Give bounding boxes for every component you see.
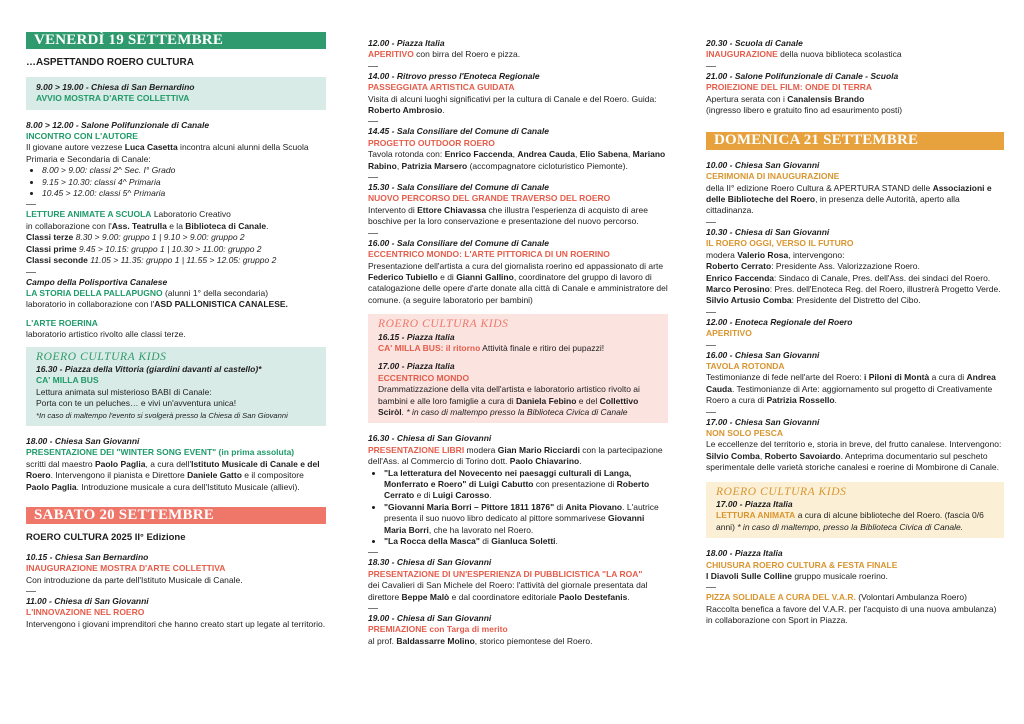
event-time: 18.00 - Piazza Italia xyxy=(706,548,783,559)
event-title-line: APERITIVO con birra del Roero e pizza. xyxy=(368,49,521,60)
event-title: TAVOLA ROTONDA xyxy=(706,360,785,371)
event-title: INCONTRO CON L'AUTORE xyxy=(26,131,138,142)
event-desc: scritti dal maestro Paolo Paglia, a cura dell'Istituto Musicale di Canale e del Roero. Intervengono il pianista e Direttore Daniele Gatto e il compositore Paolo Paglia. Introduzione musicale a cura dell'Istituto Musicale (allievi). xyxy=(26,458,320,492)
event-title: PROGETTO OUTDOOR ROERO xyxy=(368,137,495,148)
event-time: 18.30 - Chiesa di San Giovanni xyxy=(368,557,492,568)
event-desc: Lettura animata sul misterioso BABI di Canale: xyxy=(36,386,212,397)
event-desc: Con introduzione da parte dell'Istituto Musicale di Canale. xyxy=(26,574,243,585)
saturday-banner: SABATO 20 SETTEMBRE xyxy=(26,507,326,524)
separator xyxy=(706,222,716,223)
event-title: CERIMONIA DI INAUGURAZIONE xyxy=(706,171,840,182)
saturday-event-eccentrico xyxy=(368,238,668,306)
friday-event-readings xyxy=(26,209,326,266)
event-title: PREMIAZIONE con Targa di merito xyxy=(368,624,508,635)
friday-event-winter-song xyxy=(26,436,326,493)
list-item: • "Giovanni Maria Borri – Pittore 1811 1876" di Anita Piovano. L'autrice presenta il suo nuovo libro dedicato al pittore sommarivese Giovanni Maria Borri, che ha lavorato nel Roero. xyxy=(384,502,668,536)
friday-kids-box xyxy=(26,347,326,426)
event-time: 15.30 - Sala Consiliare del Comune di Canale xyxy=(368,182,549,193)
event-title: NON SOLO PESCA xyxy=(706,427,783,438)
event-time: 16.15 - Piazza Italia xyxy=(378,331,455,342)
separator xyxy=(368,177,378,178)
separator xyxy=(706,66,716,67)
event-title: AVVIO MOSTRA D'ARTE COLLETTIVA xyxy=(36,93,190,104)
event-desc: al prof. Baldassarre Molino, storico piemontese del Roero. xyxy=(368,635,593,646)
event-note: *In caso di maltempo l'evento si svolgerà presso la Chiesa di San Giovanni xyxy=(36,410,288,420)
event-desc: LETTURA ANIMATA a cura di alcune biblioteche del Roero. (fascia 0/6 anni) * in caso di maltempo, presso la Biblioteca Civica di Canale. xyxy=(716,510,984,532)
event-desc: laboratorio in collaborazione con l'ASD PALLONISTICA CANALESE. xyxy=(26,299,288,310)
event-title-line: LA STORIA DELLA PALLAPUGNO (alunni 1° della secondaria) xyxy=(26,287,269,298)
saturday-event-walk xyxy=(368,71,668,117)
column-left xyxy=(26,32,326,630)
friday-event-arte-roerina xyxy=(26,318,326,341)
separator xyxy=(706,312,716,313)
event-time: 16.30 - Piazza della Vittoria (giardini davanti al castello)* xyxy=(36,363,262,374)
event-title: PRESENTAZIONE DEI "WINTER SONG EVENT" (in prima assoluta) xyxy=(26,447,295,458)
separator xyxy=(706,587,716,588)
sunday-banner: DOMENICA 21 SETTEMBRE xyxy=(706,132,1004,149)
event-title-line: INAUGURAZIONE della nuova biblioteca scolastica xyxy=(706,49,902,60)
friday-event-pallapugno xyxy=(26,277,326,311)
schedule-row: Classi seconde 11.05 > 11.35: gruppo 1 | 11.55 > 12.05: gruppo 2 xyxy=(26,255,277,266)
separator xyxy=(368,552,378,553)
column-middle xyxy=(368,38,668,647)
event-time: 12.00 - Enoteca Regionale del Roero xyxy=(706,316,853,327)
saturday-event-books xyxy=(368,433,668,547)
event-title: CHIUSURA ROERO CULTURA & FESTA FINALE xyxy=(706,559,898,570)
saturday-event-traverso xyxy=(368,182,668,228)
saturday-event-innovation xyxy=(26,596,326,630)
event-time: Campo della Polisportiva Canalese xyxy=(26,276,168,287)
list-item: • "La Rocca della Masca" di Gianluca Soletti. xyxy=(384,536,668,547)
saturday-event-la-roa xyxy=(368,557,668,603)
event-time: 12.00 - Piazza Italia xyxy=(368,38,445,48)
speaker-row: Roberto Cerrato: Presidente Ass. Valorizzazione Roero. xyxy=(706,261,920,272)
event-time: 10.30 - Chiesa di San Giovanni xyxy=(706,226,830,237)
event-title: NUOVO PERCORSO DEL GRANDE TRAVERSO DEL ROERO xyxy=(368,193,611,204)
event-title: INAUGURAZIONE MOSTRA D'ARTE COLLETTIVA xyxy=(26,563,226,574)
kids-label: ROERO CULTURA KIDS xyxy=(36,350,167,363)
event-desc: Il giovane autore vezzese Luca Casetta incontra alcuni alunni della Scuola Primaria e Secondaria di Canale: xyxy=(26,142,309,164)
event-time: 8.00 > 12.00 - Salone Polifunzionale di Canale xyxy=(26,119,210,130)
event-time: 16.30 - Chiesa di San Giovanni xyxy=(368,433,492,444)
event-time: 16.00 - Chiesa San Giovanni xyxy=(706,349,820,360)
event-desc: modera Valerio Rosa, intervengono: xyxy=(706,249,845,260)
event-title: L'INNOVAZIONE NEL ROERO xyxy=(26,607,145,618)
event-time: 11.00 - Chiesa di San Giovanni xyxy=(26,596,149,607)
separator xyxy=(368,233,378,234)
event-desc: della II° edizione Roero Cultura & APERTURA STAND delle Associazioni e delle Biblioteche del Roero, in presenza delle Autorità, aperto alla cittadinanza. xyxy=(706,182,992,216)
event-title-line: LETTURE ANIMATE A SCUOLA Laboratorio Creativo xyxy=(26,209,231,220)
separator xyxy=(368,66,378,67)
speaker-row: Marco Perosino: Pres. dell'Enoteca Reg. del Roero, illustrerà Progetto Verde. xyxy=(706,283,1001,294)
sunday-event-closing xyxy=(706,548,1004,582)
event-time: 17.00 - Piazza Italia xyxy=(378,361,455,372)
kids-label: ROERO CULTURA KIDS xyxy=(716,485,847,498)
separator xyxy=(368,121,378,122)
event-time: 9.00 > 19.00 - Chiesa di San Bernardino xyxy=(36,81,195,92)
saturday-event-award xyxy=(368,613,668,647)
event-title: IL ROERO OGGI, VERSO IL FUTURO xyxy=(706,238,854,249)
list-item: • 8.00 > 9.00: classi 2^ Sec. I° Grado xyxy=(42,165,326,176)
event-title: L'ARTE ROERINA xyxy=(26,317,98,328)
event-time: 16.00 - Sala Consiliare del Comune di Canale xyxy=(368,237,549,248)
event-time: 10.15 - Chiesa San Bernardino xyxy=(26,551,149,562)
event-time: 20.30 - Scuola di Canale xyxy=(706,38,803,48)
friday-event-author xyxy=(26,120,326,200)
saturday-kids-box xyxy=(368,314,668,423)
event-time: 17.00 - Chiesa San Giovanni xyxy=(706,416,820,427)
event-title: ECCENTRICO MONDO xyxy=(378,372,470,383)
separator xyxy=(26,272,36,273)
event-desc: Testimonianze di fede nell'arte del Roero: i Piloni di Montà a cura di Andrea Cauda. Testimonianze di Arte: aggiornamento sul progetto di Creativamente Roero a cura di Patrizia Rossello. xyxy=(706,372,996,406)
event-desc: Intervento di Ettore Chiavassa che illustra l'esperienza di acquisto di aree boschive per la loro conservazione e presentazione del nuovo percorso. xyxy=(368,204,648,227)
event-desc: Le eccellenze del territorio e, storia in breve, del frutto canalese. Intervengono: Silvio Comba, Roberto Savoiardo. Anteprima documentario sul pescheto sperimentale delle varietà storiche canalesi e roerine di Mombirone di Canale. xyxy=(706,439,1002,473)
event-time: 17.00 - Piazza Italia xyxy=(716,499,793,509)
sunday-kids-box xyxy=(706,482,1004,539)
event-desc: (ingresso libero e gratuito fino ad esaurimento posti) xyxy=(706,105,903,116)
sunday-event-roero-oggi xyxy=(706,227,1004,307)
event-title: APERITIVO xyxy=(706,328,752,339)
event-desc: Drammatizzazione della vita dell'artista e laboratorio artistico rivolto ai bambini e alle loro famiglie a cura di Daniela Febino e del Collettivo Sciròl. * in caso di maltempo presso la Biblioteca Civica di Canale xyxy=(378,384,640,417)
event-title-line: CA' MILLA BUS: il ritorno Attività finale e ritiro dei pupazzi! xyxy=(378,342,605,353)
event-desc: Apertura serata con i Canalensis Brando xyxy=(706,93,865,104)
list-item: • "La letteratura del Novecento nei paesaggi culturali di Langa, Monferrato e Roero" di Luigi Cabutto con presentazione di Roberto Cerrato e di Luigi Carosso. xyxy=(384,468,668,502)
separator xyxy=(368,608,378,609)
event-desc: Presentazione dell'artista a cura del giornalista roerino ed appassionato di arte Federico Tubiello e di Gianni Gallino, coordinatore del gruppo di lavoro di catalogazione delle opere d'arte donate alla città di Canale e amministratore del comune. (a seguire laboratorio per bambini) xyxy=(368,260,668,305)
list-item: • 10.45 > 12.00: classi 5^ Primaria xyxy=(42,188,326,199)
event-desc: Porta con te un peluches… e vivi un'avventura unica! xyxy=(36,398,237,409)
list-item: • 9.15 > 10.30: classi 4^ Primaria xyxy=(42,177,326,188)
event-title-line: PIZZA SOLIDALE A CURA DEL V.A.R. (Volontari Ambulanza Roero) xyxy=(706,592,967,603)
event-time: 10.00 - Chiesa San Giovanni xyxy=(706,159,820,170)
friday-event-exhibition xyxy=(26,77,326,110)
event-list xyxy=(26,165,326,199)
event-title: ECCENTRICO MONDO: L'ARTE PITTORICA DI UN ROERINO xyxy=(368,249,610,260)
event-time: 21.00 - Salone Polifunzionale di Canale - Scuola xyxy=(706,70,899,81)
event-time: 19.00 - Chiesa di San Giovanni xyxy=(368,613,492,624)
sunday-event-ceremony xyxy=(706,160,1004,217)
saturday-subtitle: ROERO CULTURA 2025 II° Edizione xyxy=(26,532,186,544)
kids-label: ROERO CULTURA KIDS xyxy=(378,318,509,331)
event-desc: dei Cavalieri di San Michele del Roero: l'attività del giornale presentata dal direttore Beppe Malò e dal coordinatore editoriale Paolo Destefanis. xyxy=(368,580,648,602)
event-title: PASSEGGIATA ARTISTICA GUIDATA xyxy=(368,82,515,93)
event-desc: in collaborazione con l'Ass. Teatrulla e la Biblioteca di Canale. xyxy=(26,220,269,231)
schedule-row: Classi prime 9.45 > 10.15: gruppo 1 | 10.30 > 11.00: gruppo 2 xyxy=(26,243,262,254)
event-desc: I Diavoli Sulle Colline gruppo musicale roerino. xyxy=(706,571,888,582)
column-right xyxy=(706,38,1004,627)
event-title: CA' MILLA BUS xyxy=(36,375,99,386)
sunday-event-aperitivo xyxy=(706,317,1004,340)
event-desc: Visita di alcuni luoghi significativi per la cultura di Canale e del Roero. Guida: Roberto Ambrosio. xyxy=(368,93,657,116)
separator xyxy=(26,204,36,205)
sunday-event-pesca xyxy=(706,417,1004,474)
event-desc: laboratorio artistico rivolto alle classi terze. xyxy=(26,329,186,340)
saturday-event-film xyxy=(706,71,1004,117)
sunday-event-round-table xyxy=(706,350,1004,407)
event-desc: Raccolta benefica a favore del V.A.R. per l'acquisto di una nuova ambulanza) in collaborazione con Sport in Piazza. xyxy=(706,603,997,626)
event-desc: PRESENTAZIONE LIBRI modera Gian Mario Ricciardi con la partecipazione dell'Ass. al Commercio di Torino dott. Paolo Chiavarino. xyxy=(368,444,663,467)
sunday-event-pizza xyxy=(706,592,1004,626)
saturday-event-exhibition xyxy=(26,552,326,586)
saturday-event-aperitivo xyxy=(368,38,668,61)
event-desc: Intervengono i giovani imprenditori che hanno creato start up legate al territorio. xyxy=(26,618,326,629)
event-title: PRESENTAZIONE DI UN'ESPERIENZA DI PUBBLICISTICA "LA ROA" xyxy=(368,568,643,579)
speaker-row: Silvio Artusio Comba: Presidente del Distretto del Cibo. xyxy=(706,295,921,306)
event-title: PROIEZIONE DEL FILM: ONDE DI TERRA xyxy=(706,82,873,93)
event-time: 18.00 - Chiesa San Giovanni xyxy=(26,435,140,446)
saturday-event-outdoor xyxy=(368,126,668,172)
separator xyxy=(26,591,36,592)
event-desc: Tavola rotonda con: Enrico Faccenda, Andrea Cauda, Elio Sabena, Mariano Rabino, Patrizia Marsero (accompagnatore cicloturistico Piemonte). xyxy=(368,149,666,171)
book-list xyxy=(368,468,668,548)
schedule-row: Classi terze 8.30 > 9.00: gruppo 1 | 9.10 > 9.00: gruppo 2 xyxy=(26,232,245,243)
friday-subtitle: …ASPETTANDO ROERO CULTURA xyxy=(26,57,194,69)
event-time: 14.45 - Sala Consiliare del Comune di Canale xyxy=(368,126,549,137)
separator xyxy=(706,412,716,413)
saturday-event-library xyxy=(706,38,1004,61)
speaker-row: Enrico Faccenda: Sindaco di Canale, Pres. dell'Ass. dei sindaci del Roero. xyxy=(706,272,991,283)
event-time: 14.00 - Ritrovo presso l'Enoteca Regionale xyxy=(368,70,540,81)
separator xyxy=(706,345,716,346)
friday-banner: VENERDÌ 19 SETTEMBRE xyxy=(26,32,326,49)
